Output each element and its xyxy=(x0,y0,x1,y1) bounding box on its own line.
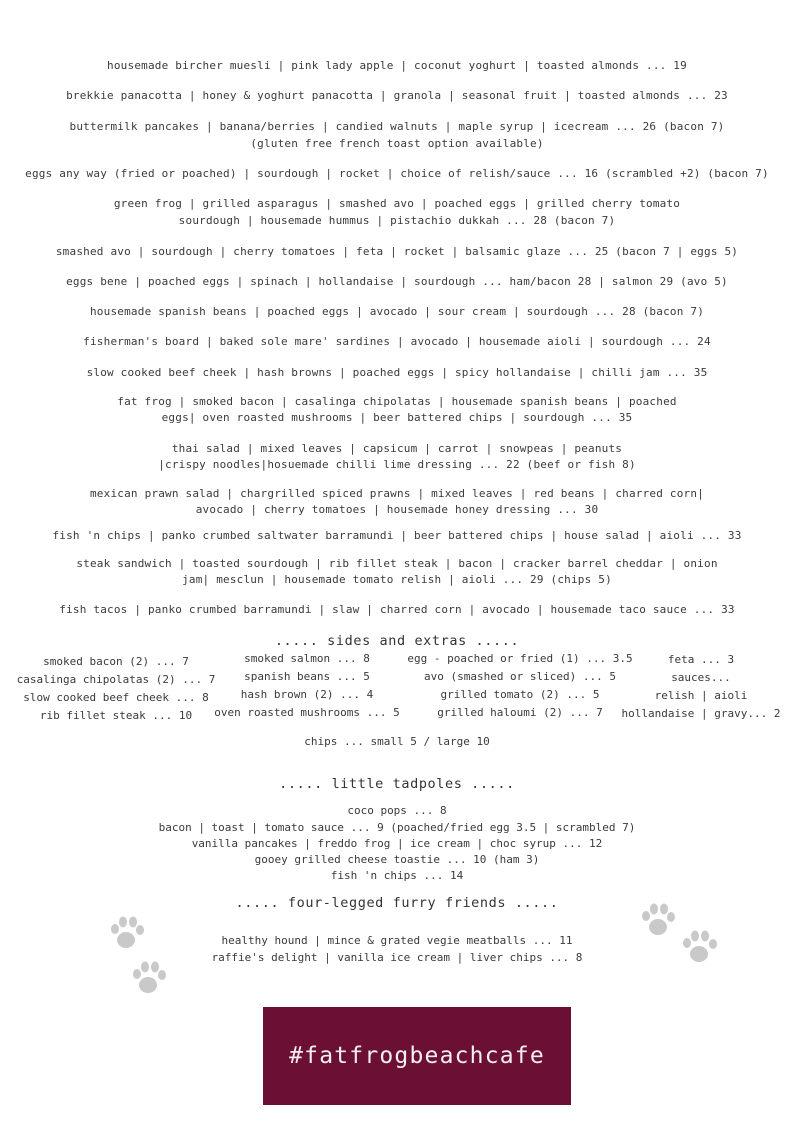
side-item: relish | aioli xyxy=(654,689,748,702)
menu-line: fish tacos | panko crumbed barramundi | slaw | charred corn | avocado | housemade taco sauce ... 33 xyxy=(59,603,735,616)
paw-print-icon xyxy=(128,956,172,1000)
kids-item: vanilla pancakes | freddo frog | ice cream | choc syrup ... 12 xyxy=(191,837,603,850)
side-item: grilled tomato (2) ... 5 xyxy=(440,688,600,701)
dogs-item: healthy hound | mince & grated vegie meatballs ... 11 xyxy=(221,934,573,947)
sides-column xyxy=(404,650,636,722)
chips-line: chips ... small 5 / large 10 xyxy=(304,735,490,748)
menu-line: fish 'n chips | panko crumbed saltwater barramundi | beer battered chips | house salad | aioli ... 33 xyxy=(52,529,742,542)
kids-item: gooey grilled cheese toastie ... 10 (ham 3) xyxy=(254,853,540,866)
menu-line: buttermilk pancakes | banana/berries | candied walnuts | maple syrup | icecream ... 26 (bacon 7) xyxy=(69,120,725,133)
dogs-item: raffie's delight | vanilla ice cream | liver chips ... 8 xyxy=(211,951,583,964)
menu-line: green frog | grilled asparagus | smashed avo | poached eggs | grilled cherry tomato xyxy=(113,197,681,210)
menu-line: brekkie panacotta | honey & yoghurt panacotta | granola | seasonal fruit | toasted almonds ... 23 xyxy=(66,89,728,102)
paw-print-icon xyxy=(636,897,680,941)
sides-column xyxy=(212,650,402,722)
dogs-heading: ..... four-legged furry friends ..... xyxy=(235,895,559,911)
side-item: smoked salmon ... 8 xyxy=(244,652,370,665)
menu-line: housemade bircher muesli | pink lady apple | coconut yoghurt | toasted almonds ... 19 xyxy=(107,59,687,72)
menu-line: |crispy noodles|hosuemade chilli lime dressing ... 22 (beef or fish 8) xyxy=(158,458,636,471)
side-item: hash brown (2) ... 4 xyxy=(240,688,374,701)
menu-line: jam| mesclun | housemade tomato relish | aioli ... 29 (chips 5) xyxy=(182,573,612,586)
sides-column xyxy=(10,653,222,725)
menu-line: avocado | cherry tomatoes | housemade honey dressing ... 30 xyxy=(195,503,599,516)
kids-heading: ..... little tadpoles ..... xyxy=(279,776,515,792)
side-item: egg - poached or fried (1) ... 3.5 xyxy=(407,652,633,665)
menu-line: smashed avo | sourdough | cherry tomatoes | feta | rocket | balsamic glaze ... 25 (bacon 7 | eggs 5) xyxy=(55,245,739,258)
menu-line: mexican prawn salad | chargrilled spiced prawns | mixed leaves | red beans | charred corn| xyxy=(89,487,705,500)
menu-line: eggs any way (fried or poached) | sourdough | rocket | choice of relish/sauce ... 16 (scrambled +2) (bacon 7) xyxy=(25,167,769,180)
menu-line: steak sandwich | toasted sourdough | rib fillet steak | bacon | cracker barrel cheddar | onion xyxy=(76,557,718,570)
side-item: casalinga chipolatas (2) ... 7 xyxy=(16,673,216,686)
kids-item: fish 'n chips ... 14 xyxy=(330,869,464,882)
menu-line: thai salad | mixed leaves | capsicum | carrot | snowpeas | peanuts xyxy=(171,442,623,455)
side-item: spanish beans ... 5 xyxy=(244,670,370,683)
menu-line: fisherman's board | baked sole mare' sardines | avocado | housemade aioli | sourdough ... 24 xyxy=(83,335,711,348)
kids-item: bacon | toast | tomato sauce ... 9 (poached/fried egg 3.5 | scrambled 7) xyxy=(158,821,636,834)
kids-item: coco pops ... 8 xyxy=(347,804,447,817)
sides-heading: ..... sides and extras ..... xyxy=(274,633,520,649)
sides-column xyxy=(610,651,792,723)
menu-line: sourdough | housemade hummus | pistachio dukkah ... 28 (bacon 7) xyxy=(178,214,616,227)
side-item: avo (smashed or sliced) ... 5 xyxy=(423,670,617,683)
side-item: feta ... 3 xyxy=(667,653,735,666)
menu-line: housemade spanish beans | poached eggs | avocado | sour cream | sourdough ... 28 (bacon 7) xyxy=(89,305,705,318)
side-item: slow cooked beef cheek ... 8 xyxy=(23,691,209,704)
side-item: grilled haloumi (2) ... 7 xyxy=(437,706,603,719)
side-item: rib fillet steak ... 10 xyxy=(39,709,193,722)
side-item: smoked bacon (2) ... 7 xyxy=(43,655,189,668)
menu-line: (gluten free french toast option available) xyxy=(250,137,544,150)
side-item: sauces... xyxy=(671,671,731,684)
menu-line: eggs bene | poached eggs | spinach | hollandaise | sourdough ... ham/bacon 28 | salmon 29 (avo 5) xyxy=(66,275,728,288)
side-item: hollandaise | gravy... 2 xyxy=(621,707,781,720)
menu-line: slow cooked beef cheek | hash browns | poached eggs | spicy hollandaise | chilli jam ... 35 xyxy=(86,366,708,379)
hashtag-text: #fatfrogbeachcafe xyxy=(289,1043,545,1069)
menu-line: eggs| oven roasted mushrooms | beer battered chips | sourdough ... 35 xyxy=(161,411,633,424)
side-item: oven roasted mushrooms ... 5 xyxy=(214,706,400,719)
paw-print-icon xyxy=(106,910,150,954)
paw-print-icon xyxy=(678,924,722,968)
menu-line: fat frog | smoked bacon | casalinga chipolatas | housemade spanish beans | poached xyxy=(117,395,677,408)
hashtag-banner xyxy=(263,1007,571,1105)
